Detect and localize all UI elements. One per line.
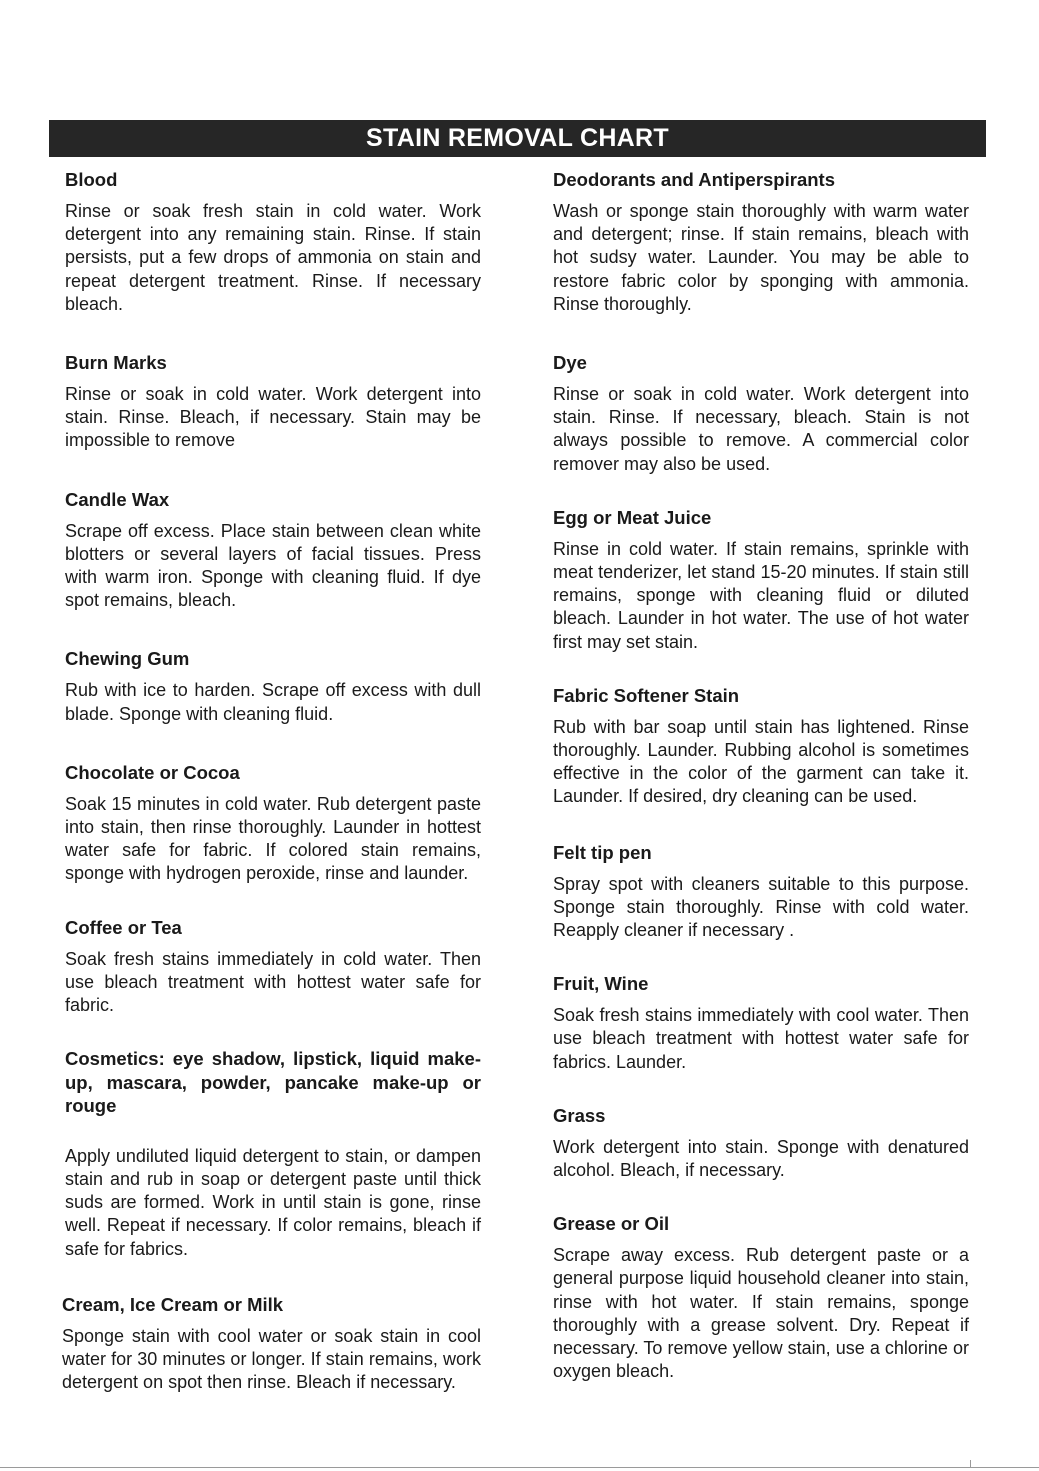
entry-candle-wax [65,488,481,613]
entry-chocolate-cocoa [65,761,481,886]
entry-deodorants [553,168,969,316]
entry-text: Apply undiluted liquid detergent to stain, or dampen stain and rub in soap or detergent paste until thick suds are formed. Work in until stain is gone, rinse well. Repeat if necessary. If color remains, bleach if safe for fabrics. [65,1145,481,1259]
entry-dye [553,351,969,476]
entry-grease-oil [553,1212,969,1383]
entry-heading: Blood [65,169,118,190]
entry-heading: Chocolate or Cocoa [65,761,240,783]
entry-text: Scrape off excess. Place stain between clean white blotters or several layers of facial tissues. Press with warm iron. Sponge with cleaning fluid. If dye spot remains, bleach. [65,520,481,611]
page-title: STAIN REMOVAL CHART [49,120,986,157]
entry-burn-marks [65,351,481,453]
entry-fabric-softener [553,684,969,809]
entry-heading: Grass [553,1104,606,1126]
entry-heading: Dye [553,352,587,374]
entry-felt-tip-pen [553,841,969,943]
right-column [553,168,969,1384]
entry-heading: Deodorants and Antiperspirants [553,169,835,190]
entry-heading: Fabric Softener Stain [553,684,740,706]
entry-cream-milk [62,1293,481,1395]
entry-heading: Burn Marks [65,352,167,374]
entry-text: Rinse or soak fresh stain in cold water. Work detergent into any remaining stain. Rinse. If stain persists, put a few drops of ammonia on stain and repeat detergent treatment. Rinse. If necessary bleach. [65,201,481,314]
entry-text: Wash or sponge stain thoroughly with warm water and detergent; rinse. If stain remains, bleach with hot sudsy water. Launder. You may be able to restore fabric color by sponging with ammonia. Rinse thoroughly. [553,201,969,314]
entry-text: Soak 15 minutes in cold water. Rub detergent paste into stain, then rinse thoroughly. Launder in hottest water safe for fabric. If colored stain remains, sponge with hydrogen peroxide, rinse and launder. [65,793,481,884]
entry-text: Rinse or soak in cold water. Work detergent into stain. Rinse. Bleach, if necessary. Stain may be impossible to remove [65,384,481,451]
entry-heading: Fruit, Wine [553,973,649,995]
entry-text: Rub with bar soap until stain has lightened. Rinse thoroughly. Launder. Rubbing alcohol is sometimes effective in the color of the garment can take it. Launder. If desired, dry cleaning can be used. [553,716,969,807]
entry-coffee-tea [65,916,481,1018]
left-column [62,168,481,1394]
entry-grass [553,1104,969,1182]
entry-egg-meat-juice [553,506,969,654]
entry-text: Scrape away excess. Rub detergent paste or a general purpose liquid household cleaner into stain, rinse with hot water. If stain remains, sponge thoroughly with a grease solvent. Dry. Repeat if necessary. To remove yellow stain, use a chlorine or oxygen bleach. [553,1245,969,1382]
entry-chewing-gum [65,647,481,725]
entry-heading: Cream, Ice Cream or Milk [62,1293,284,1315]
entry-text: Sponge stain with cool water or soak stain in cool water for 30 minutes or longer. If stain remains, work detergent on spot then rinse. Bleach if necessary. [62,1325,481,1393]
entry-heading: Felt tip pen [553,841,652,863]
entry-blood [65,168,481,316]
entry-text: Rub with ice to harden. Scrape off excess with dull blade. Sponge with cleaning fluid. [65,680,481,724]
entry-heading: Candle Wax [65,488,170,510]
entry-text: Rinse or soak in cold water. Work detergent into stain. Rinse. If necessary, bleach. Stain is not always possible to remove. A commercial color remover may also be used. [553,384,969,474]
footer-tick [970,1460,971,1468]
entry-text: Soak fresh stains immediately in cold water. Then use bleach treatment with hottest water safe for fabric. [65,948,481,1016]
entry-text: Work detergent into stain. Sponge with denatured alcohol. Bleach, if necessary. [553,1136,969,1181]
entry-text: Spray spot with cleaners suitable to this purpose. Sponge stain thoroughly. Rinse with cold water. Reapply cleaner if necessary . [553,873,969,941]
entry-heading: Chewing Gum [65,648,190,670]
footer-rule [0,1467,1039,1468]
entry-heading: Cosmetics: eye shadow, lipstick, liquid make-up, mascara, powder, pancake make-up or rouge [65,1048,481,1117]
entry-text: Rinse in cold water. If stain remains, sprinkle with meat tenderizer, let stand 15-20 minutes. If stain still remains, sponge with cleaning fluid or diluted bleach. Launder in hot water. The use of hot water first may set stain. [553,538,969,652]
entry-heading: Egg or Meat Juice [553,506,712,528]
entry-fruit-wine [553,972,969,1074]
entry-heading: Coffee or Tea [65,916,182,938]
entry-heading: Grease or Oil [553,1213,670,1235]
entry-text: Soak fresh stains immediately with cool water. Then use bleach treatment with hottest water safe for fabrics. Launder. [553,1005,969,1072]
entry-cosmetics [65,1047,481,1261]
